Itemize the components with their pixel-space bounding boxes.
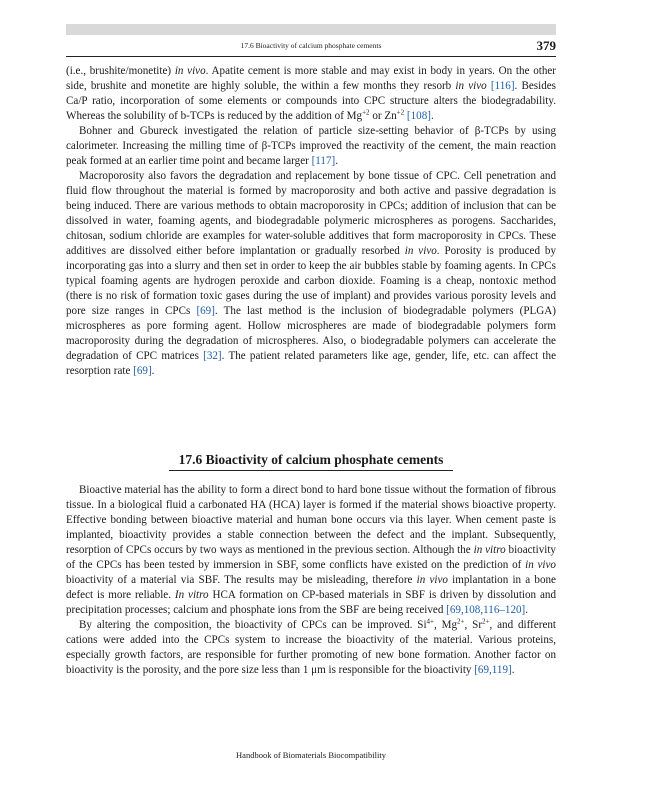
section-heading [66, 452, 556, 471]
page-number: 379 [536, 38, 556, 53]
citation-link[interactable]: [69,119] [474, 664, 512, 676]
citation-link[interactable]: [117] [311, 155, 336, 167]
citation-link[interactable]: [32] [203, 350, 222, 362]
body-text-lower [66, 483, 556, 678]
header-bar [66, 24, 556, 35]
citation-link[interactable]: [108] [406, 110, 431, 122]
section-heading-text: 17.6 Bioactivity of calcium phosphate cements [169, 452, 454, 471]
paragraph-3: Macroporosity also favors the degradation and replacement by bone tissue of CPC. Cell penetration and fluid flow throughout the material is formed by macroporosity and both active and passive degradation is being induced. There are various methods to obtain macroporosity in CPCs; addition of inclusion that can be dissolved in water, foaming agents, and biodegradable polymeric microspheres as porogens. Saccharides, chitosan, sodium chloride are examples for water-soluble additives that form macroporosity in CPCs. These additives are dissolved either before implantation or gradually resorbed in vivo. Porosity is produced by incorporating gas into a slurry and then set in order to keep the air bubbles stable by foaming agents. In CPCs typical foaming agents are hydrogen peroxide and carbon dioxide. Foaming is a cheap, nontoxic method (there is no risk of formation toxic gases during the use of implant) and provides various porosity levels and pore size ranges in CPCs [69]. The last method is the inclusion of biodegradable polymers (PLGA) microspheres as pore forming agent. Hollow microspheres are made of biodegradable polymers form macroporosity during the degradation of microspheres. Also, o biodegradable polymers can accelerate the degradation of CPC matrices [32]. The patient related parameters like age, gender, life, etc. can affect the resorption rate [69]. [66, 170, 556, 377]
paragraph-1: (i.e., brushite/monetite) in vivo. Apatite cement is more stable and may exist in body in years. On the other side, brushite and monetite are highly soluble, the within a few months they resorb in vivo [116]. Besides Ca/P ratio, incorporation of some elements or compounds into CPC structure alters the biodegradability. Whereas the solubility of b-TCPs is reduced by the addition of $Mg^{+2}$ or $Zn^{+2}$ [108]. [66, 65, 557, 122]
paragraph-5: By altering the composition, the bioactivity of CPCs can be improved. $Si^{4+}$, $Mg^{2+}$, $Sr^{2+}$, and different cations were added into the CPCs system to increase the bioactivity of the material. Various proteins, especially growth factors, are responsible for further promoting of new bone formation. Another factor on bioactivity is the porosity, and the pore size less than 1 μm is responsible for the bioactivity [69,119]. [66, 617, 556, 676]
citation-link[interactable]: [69] [196, 305, 215, 317]
citation-link[interactable]: [116] [490, 80, 515, 92]
running-head-title: 17.6 Bioactivity of calcium phosphate cements [240, 41, 382, 50]
citation-link[interactable]: [69] [133, 365, 152, 377]
paragraph-2: Bohner and Gbureck investigated the relation of particle size-setting behavior of β-TCPs by using calorimeter. Increasing the milling time of β-TCPs improved the reactivity of the cement, the main reaction peak formed at an earlier time point and became larger [117]. [66, 125, 556, 167]
running-head [66, 36, 556, 57]
paragraph-4: Bioactive material has the ability to form a direct bond to hard bone tissue without the formation of fibrous tissue. In a biological fluid a carbonated HA (HCA) layer is formed if the material shows bioactive property. Effective bonding between bioactive material and human bone occurs via this layer. When cement paste is implanted, bioactivity provides a stable connection between the defect and the implant. Subsequently, resorption of CPCs occurs by two ways as mentioned in the previous section. Although the in vitro bioactivity of the CPCs has been tested by immersion in SBF, some conflicts have existed on the prediction of in vivo bioactivity of a material via SBF. The results may be misleading, therefore in vivo implantation in a bone defect is more reliable. In vitro HCA formation on CP-based materials in SBF is driven by dissolution and precipitation processes; calcium and phosphate ions from the SBF are being received [69,108,116–120]. [66, 484, 556, 616]
body-text-upper [66, 64, 556, 379]
page-footer: Handbook of Biomaterials Biocompatibility [236, 750, 386, 760]
citation-link[interactable]: [69,108,116–120] [446, 604, 526, 616]
